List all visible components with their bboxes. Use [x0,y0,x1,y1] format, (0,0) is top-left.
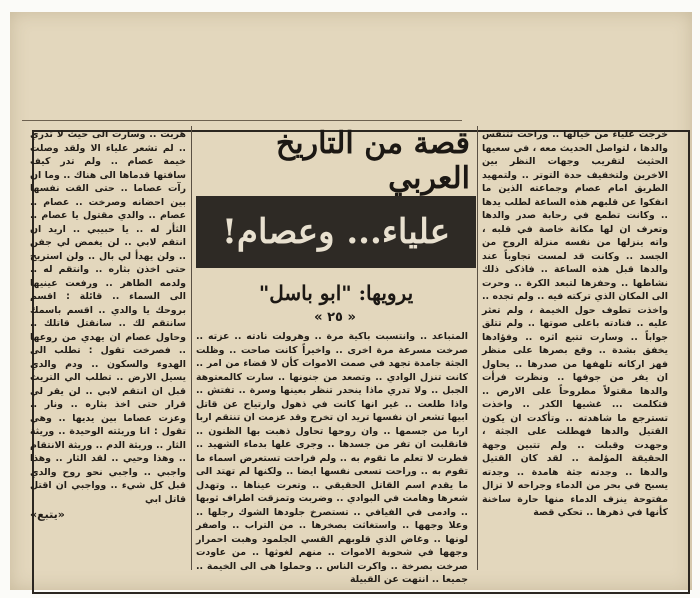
column-right [482,128,668,568]
column-middle [196,330,468,585]
column-divider-right [477,126,478,570]
column-middle-text: المتباعد .. وانتسبت باكية مرة .. وهرولت نادته .. عزته .. صرخت مسرعة مرة اخرى .. واخيراً كانت صاحت .. وظلت الجثة جامدة تجهد في صمت الاموات كأن لا قضاء من امر .. كانت تنزل الوادي .. وتصعد من جنونها .. سارت كالمعتوهة الجبل .. ولا تدري ماذا ينحدر تنظر بعينها وسرة .. تفتش .. واذا طلعت .. غير انها كانت في ذهول وارتياح عن قاتل ابيها تشعر ان نفسها تريد ان تخرج وقد عزمت ان تنتقم اربا اربا من جسمها .. وان روحها تحاول ذهبت بها الظنون .. فانقلبت ان تفر من جسدها .. وجرى علها بدماء الشهيد .. فطرت لا تعلم ما تقوم به .. ولم فراحت تستعرض اسماء ما تقوم به .. وراحت تسعى نفسها ايضا .. ولكنها لم تهتد الى ما يقدم اسم القاتل الحقيقي .. وتعرت عيناها .. وتهدل شعرها وهامت في البوادي .. وضربت وتمزقت اطراف ثوبها .. وادمى في الفيافي .. تستصرخ جلودها الشوك رجلها .. وعلا وجهها .. واستغاثت بصخرها .. من التراب .. واصفر لونها .. وغاض الذي قلوبهم القسي الجلمود وهبت احمرار وجهها في شحوبة الاموات .. منهم لغوثها .. من عاودت صرخت بصرخة .. واكرت الناس .. وحملوا هى الى الخيمة .. جميعا .. انتهت عن القبيلة [196,331,468,585]
story-title: علياء... وعصام! [196,196,476,268]
column-divider-left [191,126,192,570]
column-right-text: خرجت علياء من خيالها .. وراحت تتنفس والدها ، لتواصل الحديث معه ، في سعيها الحثيث لتقريب وجهات النظر بين الاخرين ولتخفيف حدة التوتر .. ولتمهيد الطريق امام عصام وجماعته الذين ما انفكوا عن قلبهم هذه الساعة لطلب يدها .. وكانت تطمع في رحابة صدر والدها وتعرف ان لها مكانة خاصة في قلبه ، واته ينزلها من نفسه منزلة الروح من الجسد .. وكانت قد لمست تجاوباً عند والدها قبل هذه الساعة .. فاذكى ذلك نشاطها .. وحفزها لتبعد الكرة .. وحرت الى المكان الذي تركته فيه .. ولم تجده .. واخذت تطوف حول الخيمة ، ولم تعثر عليه .. فنادته باعلى صوتها .. ولم تتلق جواباً .. وسارت تتبع اثره .. وفؤادها يخفق بشدة .. وقع بصرها على منظر فهز اركانه تلهفها من صدرها .. يحاول ان يفر من جوفها .. ونظرت فرأت والدها مقتولاً مطروحاً على الارض .. فتكلمت ... غشيها الكدر .. واخذت تسترجع ما شاهدته .. وتأكدت ان يكون القتيل والدها فهطلت على الجثة ، وجهدت وقبلت .. ولم تتبين وجهة الحقيقة المؤلمة .. لقد كان القتيل والدها .. وجدته جثة هامدة .. وجدته يسبح في بحر من الدماء وجراحه لا تزال مفتوحة ينزف الدماء منها حارة ساخنة كأنها في ذهرها .. تحكي قصة [482,129,668,518]
issue-number: « ٢٥ » [314,310,356,325]
column-left-text: هربت .. وسارت الى حيث لا تدري .. لم تشعر علياء الا ولقد وصلت خيمة عصام .. ولم تدر كيف سافتها قدماها الى هناك .. وما ان رآت عصاما .. حتى القت نفسها بين احضانه وصرخت .. عصام .. عصام .. والدي مقتول يا عصام .. الثأر له .. يا حبيبي .. اريد ان انتقم لابي .. لن يغمض لي جفن .. ولن يهدأ لي بال .. ولن استريح حتى اخذن بثاره .. وانتقم له .. ولدمه الطاهر .. ورفعت عينيها الى السماء .. قائلة : اقسم بروحك يا والدي .. اقسم باسمك سانتقم لك .. سانقتل قاتلك .. وحاول عصام ان يهدي من روعها .. فصرخت تقول : تطلب الى الهدوء والسكون .. ودم والدي يسيل الارض .. تطلب الي التريث قبل ان انتقم لابي .. لن يقر لي قرار حتى اخذ بثاره .. ونار .. وعزت عصاما بين يديها .. وهي تقول : انا وريثته الوحيدة .. وريثة الثار .. وريثة الدم .. وريثة الانتقام .. وهذا وحيي .. لقد الثار .. وهذا واجبي .. واجبي نحو روح والدي قبل كل شيء .. وواجبي ان اقتل قاتل ابي [30,129,186,505]
to-be-continued: «يتبع» [30,508,65,521]
top-rule [22,120,462,121]
column-left [30,128,186,568]
byline: يرويها: "ابو باسل" [258,281,414,305]
series-title: قصة من التاريخ العربي [275,126,470,196]
